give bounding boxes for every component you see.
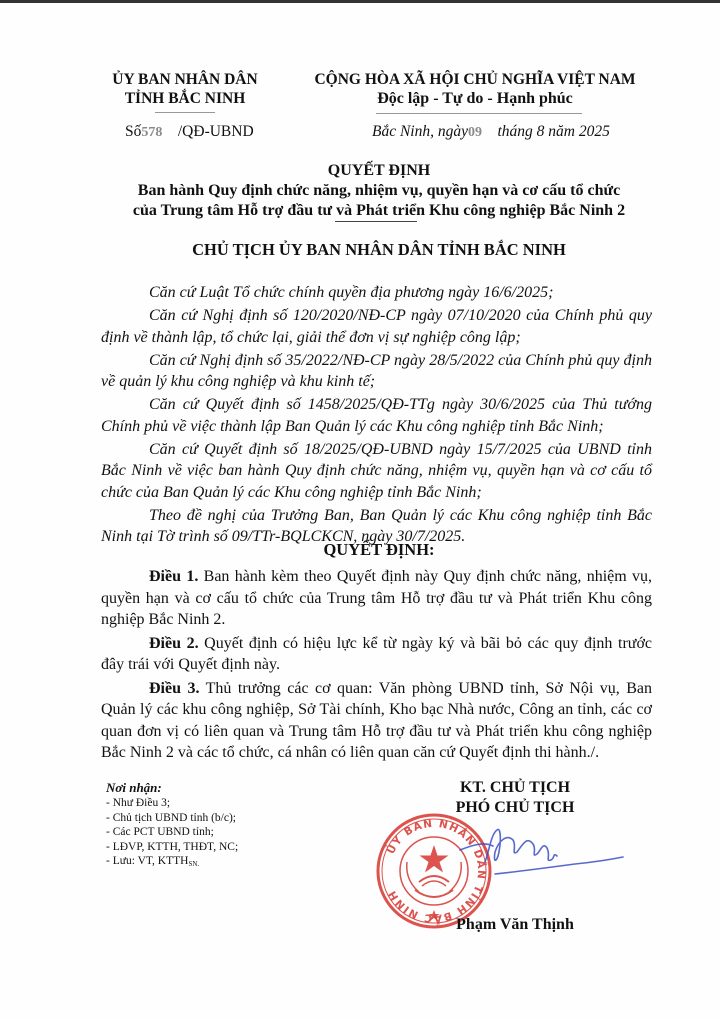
legal-basis: Căn cứ Luật Tổ chức chính quyền địa phương ngày 16/6/2025;	[149, 284, 554, 301]
subject-line-2: của Trung tâm Hỗ trợ đầu tư và Phát triển Khu công nghiệp Bắc Ninh 2	[132, 202, 626, 219]
recipient-item: - Như Điều 3;	[106, 797, 171, 809]
articles	[101, 566, 652, 766]
on-behalf-label: KT. CHỦ TỊCH	[459, 779, 571, 796]
date-day: 09	[468, 125, 482, 140]
doc-number-prefix: Số	[125, 123, 142, 140]
subject-line-1: Ban hành Quy định chức năng, nhiệm vụ, quyền hạn và cơ cấu tổ chức	[137, 182, 621, 199]
legal-bases	[101, 282, 652, 548]
recipients-heading: Nơi nhận:	[106, 780, 162, 795]
recipient-archive	[106, 854, 356, 872]
national-motto: Độc lập - Tự do - Hạnh phúc	[377, 90, 573, 107]
issuing-agency	[100, 70, 270, 108]
article-label: Điều 3.	[149, 679, 200, 697]
legal-basis: Căn cứ Quyết định số 18/2025/QĐ-UBND ngày 15/7/2025 của UBND tỉnh Bắc Ninh về việc ban hành Quy định chức năng, nhiệm vụ, quyền hạn và cơ cấu tổ chức của Ban Quản lý các Khu công nghiệp tỉnh Bắc Ninh;	[101, 440, 652, 501]
seal-text: ỦY BAN NHÂN DÂN TỈNH BẮC NINH	[384, 817, 488, 925]
document-number	[125, 123, 254, 142]
agency-line-1: ỦY BAN NHÂN DÂN	[112, 71, 258, 88]
article-3	[101, 678, 652, 764]
proposal-basis: Theo đề nghị của Trưởng Ban, Ban Quản lý các Khu công nghiệp tỉnh Bắc Ninh tại Tờ trình số 09/TTr-BQLCKCN, ngày 30/7/2025.	[101, 506, 652, 545]
article-text: Ban hành kèm theo Quyết định này Quy định chức năng, nhiệm vụ, quyền hạn và cơ cấu tổ chức của Trung tâm Hỗ trợ đầu tư và Phát triển Khu công nghiệp Bắc Ninh 2.	[101, 568, 653, 628]
doc-number-suffix: /QĐ-UBND	[177, 123, 254, 140]
decision-heading: QUYẾT ĐỊNH:	[323, 540, 435, 559]
article-label: Điều 2.	[149, 634, 199, 652]
legal-basis: Căn cứ Quyết định số 1458/2025/QĐ-TTg ngày 30/6/2025 của Thủ tướng Chính phủ về việc thành lập Ban Quản lý các Khu công nghiệp tỉnh Bắc Ninh;	[101, 396, 652, 435]
recipient-item: - LĐVP, KTTH, THĐT, NC;	[106, 840, 239, 853]
motto-underline	[376, 113, 582, 114]
date-prefix: Bắc Ninh, ngày	[372, 123, 468, 140]
recipient-item: - Chủ tịch UBND tỉnh (b/c);	[106, 811, 236, 824]
document-title	[100, 161, 658, 221]
agency-underline	[155, 112, 215, 113]
recipient-item: - Các PCT UBND tỉnh;	[106, 826, 214, 838]
agency-line-2: TỈNH BẮC NINH	[124, 90, 246, 107]
issue-date	[372, 123, 610, 142]
title-underline	[335, 221, 417, 222]
recipients-block	[106, 780, 356, 872]
article-text: Quyết định có hiệu lực kể từ ngày ký và bãi bỏ các quy định trước đây trái với Quyết định này.	[101, 634, 653, 673]
article-text: Thủ trưởng các cơ quan: Văn phòng UBND tỉnh, Sở Nội vụ, Ban Quản lý các khu công nghiệp, Sở Tài chính, Kho bạc Nhà nước, Công an tỉnh, các cơ quan đơn vị có liên quan và Trung tâm Hỗ trợ đầu tư và Phát triển khu công nghiệp Bắc Ninh 2 và các tổ chức, cá nhân có liên quan căn cứ Quyết định thi hành./.	[101, 679, 653, 761]
handwritten-signature-icon	[455, 822, 625, 882]
signer-name: Phạm Văn Thịnh	[456, 916, 574, 933]
article-1	[101, 566, 652, 631]
national-header	[296, 70, 654, 108]
document-type: QUYẾT ĐỊNH	[327, 162, 431, 179]
article-label: Điều 1.	[149, 568, 199, 585]
archive-subscript: SN.	[188, 860, 200, 868]
date-suffix: tháng 8 năm 2025	[497, 123, 610, 140]
issuing-authority: CHỦ TỊCH ỦY BAN NHÂN DÂN TỈNH BẮC NINH	[192, 240, 566, 259]
signer-position: PHÓ CHỦ TỊCH	[455, 799, 575, 816]
country-name: CỘNG HÒA XÃ HỘI CHỦ NGHĨA VIỆT NAM	[314, 71, 636, 88]
doc-number-value: 578	[141, 125, 163, 140]
viewer-top-bar	[0, 0, 720, 3]
archive-text: - Lưu: VT, KTTH	[106, 855, 189, 867]
legal-basis: Căn cứ Nghị định số 35/2022/NĐ-CP ngày 28/5/2022 của Chính phủ quy định về quản lý khu công nghiệp và khu kinh tế;	[101, 351, 652, 390]
article-2	[101, 633, 652, 676]
legal-basis: Căn cứ Nghị định số 120/2020/NĐ-CP ngày 07/10/2020 của Chính phủ quy định về thành lập, tổ chức lại, giải thể đơn vị sự nghiệp công lập;	[101, 307, 652, 346]
